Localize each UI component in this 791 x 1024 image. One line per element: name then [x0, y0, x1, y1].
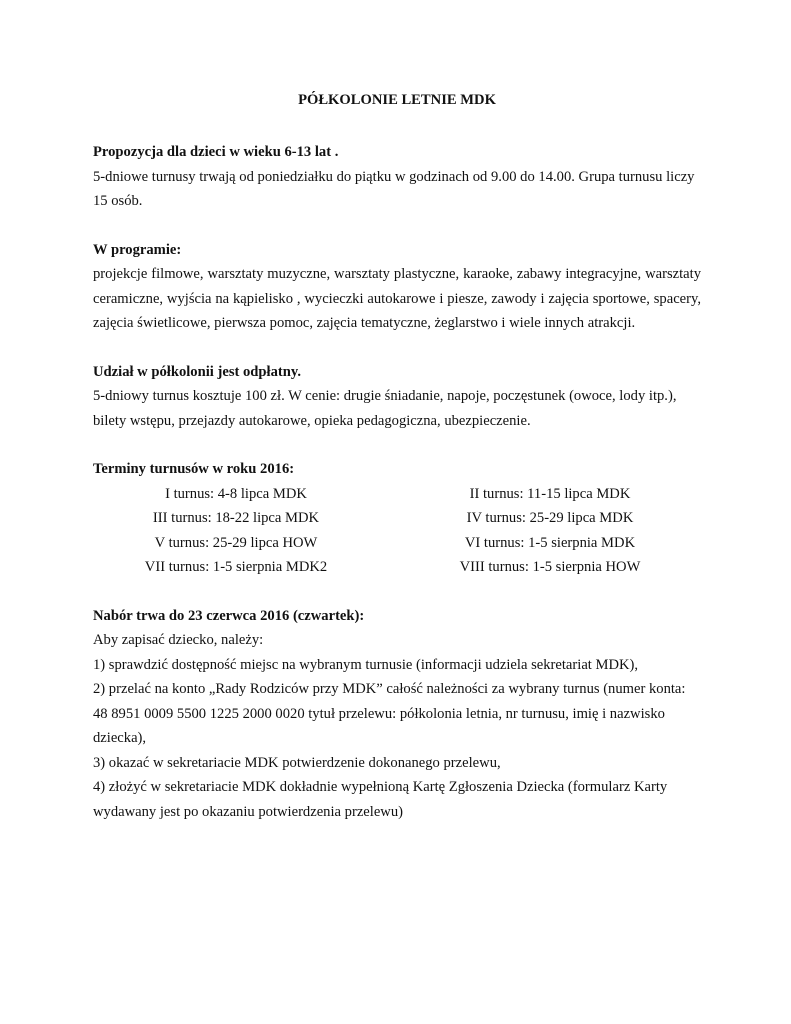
terms-section [93, 457, 701, 580]
fee-text: 5-dniowy turnus kosztuje 100 zł. W cenie: drugie śniadanie, napoje, poczęstunek (owoce, lody itp.), bilety wstępu, przejazdy autokarowe, opieka pedagogiczna, ubezpieczenie. [93, 388, 677, 429]
fee-section [93, 360, 701, 434]
terms-heading: Terminy turnusów w roku 2016: [93, 461, 295, 477]
term-item: III turnus: 18-22 lipca MDK [152, 510, 320, 526]
term-item: IV turnus: 25-29 lipca MDK [466, 510, 634, 526]
fee-heading: Udział w półkolonii jest odpłatny. [93, 363, 302, 380]
enrollment-step: 1) sprawdzić dostępność miejsc na wybranym turnusie (informacji udziela sekretariat MDK), [93, 656, 639, 673]
term-item: VIII turnus: 1-5 sierpnia HOW [459, 559, 641, 575]
enrollment-steps [93, 653, 701, 825]
enrollment-section [93, 604, 701, 825]
intro-heading: Propozycja dla dzieci w wieku 6-13 lat . [93, 144, 339, 160]
document-body [93, 88, 701, 848]
document-title: PÓŁKOLONIE LETNIE MDK [298, 92, 496, 108]
term-item: I turnus: 4-8 lipca MDK [165, 485, 307, 502]
enrollment-step: 2) przelać na konto „Rady Rodziców przy MDK” całość należności za wybrany turnus (numer konta: 48 8951 0009 5500 1225 2000 0020 tytuł przelewu: półkolonia letnia, nr turnusu, imię i nazwisko dziecka), [93, 681, 686, 746]
term-item: VII turnus: 1-5 sierpnia MDK2 [144, 559, 328, 575]
enrollment-step: 4) złożyć w sekretariacie MDK dokładnie wypełnioną Kartę Zgłoszenia Dziecka (formularz Karty wydawany jest po okazaniu potwierdzenia przelewu) [93, 779, 668, 820]
enrollment-step: 3) okazać w sekretariacie MDK potwierdzenie dokonanego przelewu, [93, 754, 501, 771]
term-item: V turnus: 25-29 lipca HOW [154, 534, 318, 551]
enrollment-heading: Nabór trwa do 23 czerwca 2016 (czwartek): [93, 607, 365, 624]
intro-text: 5-dniowe turnusy trwają od poniedziałku do piątku w godzinach od 9.00 do 14.00. Grupa turnusu liczy 15 osób. [93, 168, 695, 209]
enrollment-lead: Aby zapisać dziecko, należy: [93, 632, 264, 648]
program-heading: W programie: [93, 241, 182, 258]
terms-list [93, 482, 693, 580]
intro-section [93, 140, 701, 214]
term-item: II turnus: 11-15 lipca MDK [469, 485, 631, 502]
program-text: projekcje filmowe, warsztaty muzyczne, warsztaty plastyczne, karaoke, zabawy integracyjne, warsztaty ceramiczne, wyjścia na kąpielisko , wycieczki autokarowe i piesze, zawody i zajęcia sportowe, spacery, zajęcia świetlicowe, pierwsza pomoc, zajęcia tematyczne, żeglarstwo i wiele innych atrakcji. [93, 266, 701, 331]
term-item: VI turnus: 1-5 sierpnia MDK [464, 534, 636, 551]
program-section [93, 238, 701, 336]
